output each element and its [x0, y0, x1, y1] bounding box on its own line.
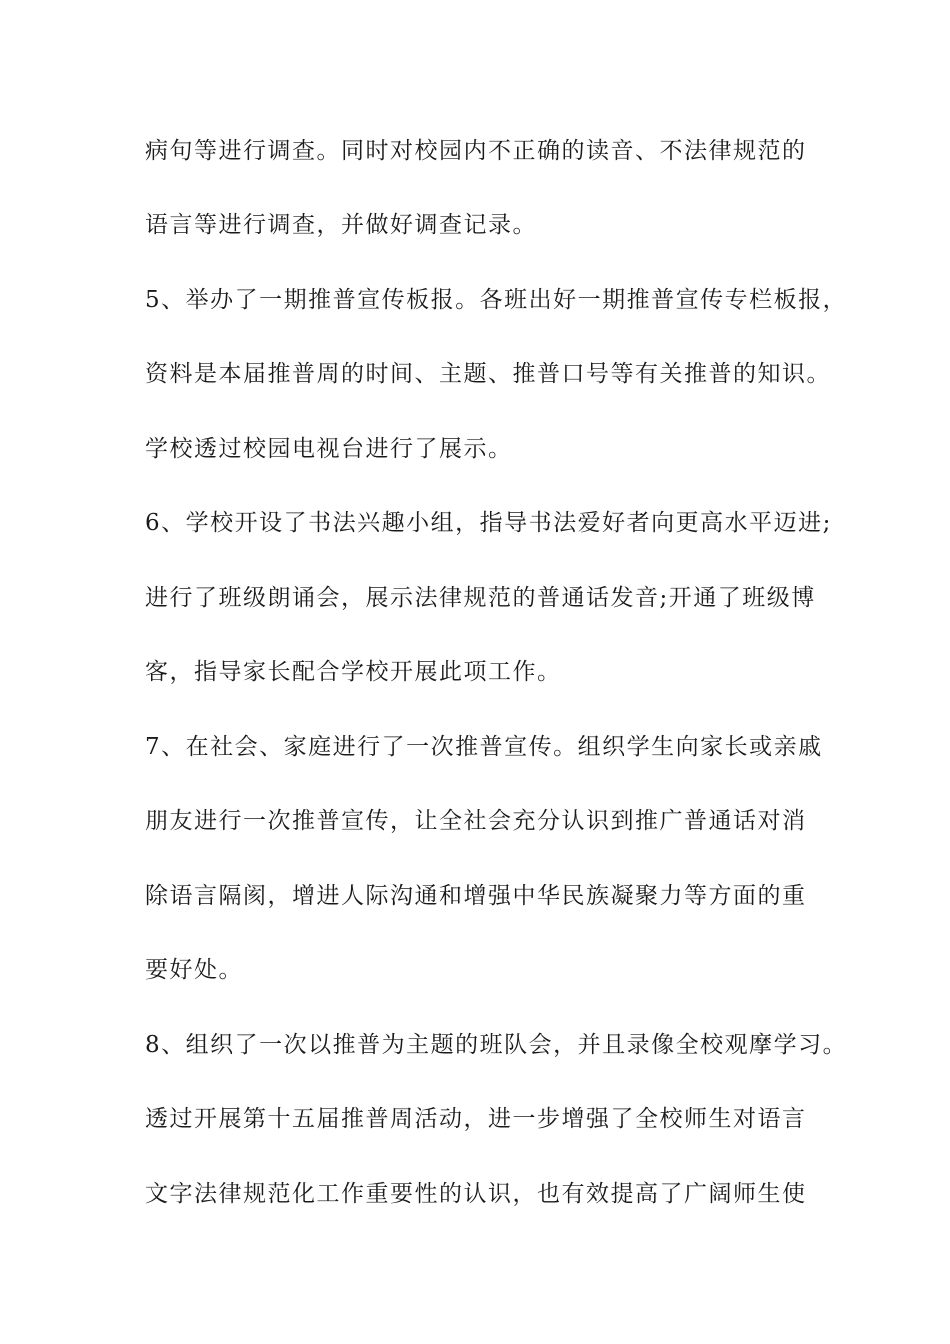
text-line: 7、在社会、家庭进行了一次推普宣传。组织学生向家长或亲戚: [145, 734, 823, 760]
text-line: 语言等进行调查，并做好调查记录。: [145, 212, 537, 238]
text-line: 要好处。: [145, 957, 243, 983]
text-line: 8、组织了一次以推普为主题的班队会，并且录像全校观摩学习。: [145, 1032, 848, 1058]
text-line: 除语言隔阂，增进人际沟通和增强中华民族凝聚力等方面的重: [145, 883, 807, 909]
text-line: 5、举办了一期推普宣传板报。各班出好一期推普宣传专栏板报，: [145, 287, 848, 313]
text-line: 客，指导家长配合学校开展此项工作。: [145, 659, 562, 685]
text-line: 资料是本届推普周的时间、主题、推普口号等有关推普的知识。: [145, 361, 831, 387]
text-line: 透过开展第十五届推普周活动，进一步增强了全校师生对语言: [145, 1106, 807, 1132]
text-line: 朋友进行一次推普宣传，让全社会充分认识到推广普通话对消: [145, 808, 807, 834]
text-line: 文字法律规范化工作重要性的认识，也有效提高了广阔师生使: [145, 1181, 807, 1207]
text-line: 学校透过校园电视台进行了展示。: [145, 436, 513, 462]
text-line: 病句等进行调查。同时对校园内不正确的读音、不法律规范的: [145, 138, 807, 164]
text-line: 6、学校开设了书法兴趣小组，指导书法爱好者向更高水平迈进;: [145, 510, 832, 536]
text-line: 进行了班级朗诵会，展示法律规范的普通话发音;开通了班级博: [145, 585, 816, 611]
